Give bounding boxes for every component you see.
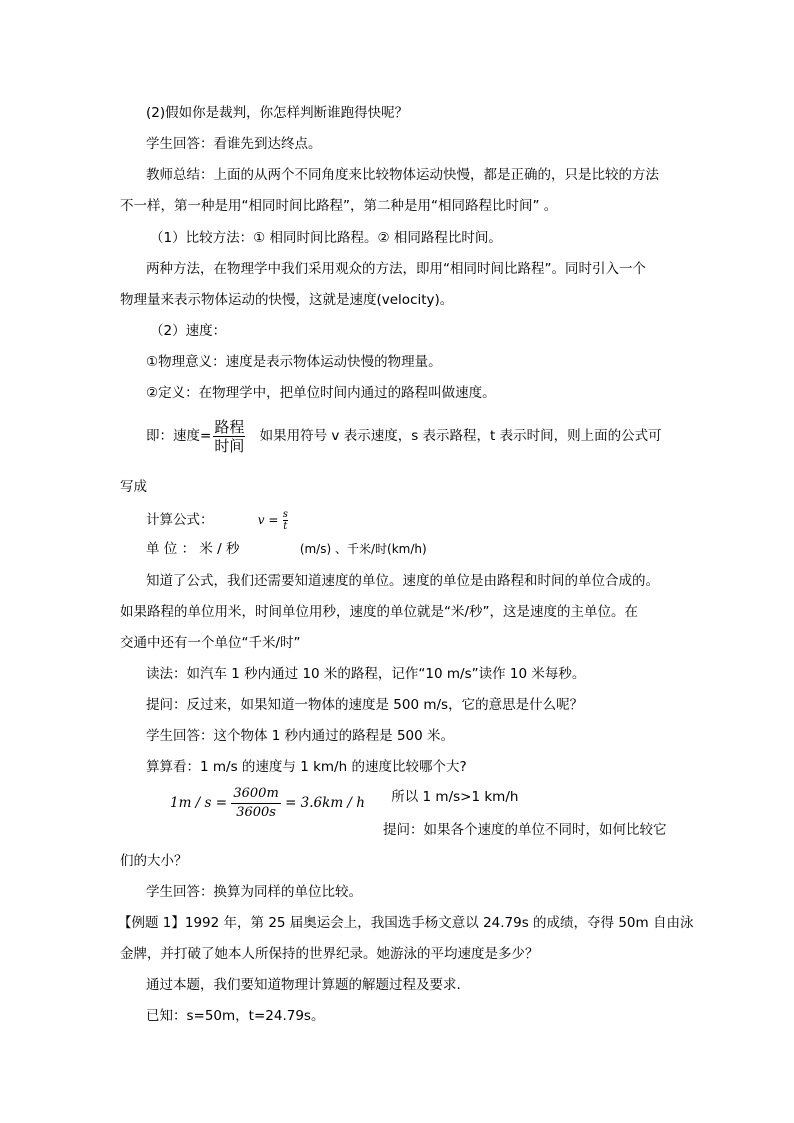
definition-line: ②定义：在物理学中，把单位时间内通过的路程叫做速度。 [146,385,496,401]
method-text-cont: 物理量来表示物体运动的快慢，这就是速度(velocity)。 [120,292,454,308]
calculate-line: 算算看：1 m/s 的速度与 1 km/h 的速度比较哪个大? [146,759,467,775]
unit-symbols: (m/s) 、千米/时(km/h) [299,542,427,556]
symbol-denominator: t [283,520,288,532]
unit-paragraph-cont: 如果路程的单位用米，时间单位用秒，速度的单位就是“米/秒”，这是速度的主单位。在 [120,604,639,620]
symbol-fraction [283,509,288,532]
reading-line: 读法：如汽车 1 秒内通过 10 米的路程，记作“10 m/s”读作 10 米每秒。 [146,666,586,682]
different-units-question: 提问：如果各个速度的单位不同时，如何比较它 [383,822,667,838]
known-values-line: 已知：s=50m，t=24.79s。 [146,1008,325,1024]
physical-meaning-line: ①物理意义：速度是表示物体运动快慢的物理量。 [146,354,442,370]
question-line: (2)假如你是裁判，你怎样判断谁跑得快呢？ [146,105,409,121]
calc-formula-label: 计算公式： [146,512,214,528]
example-1-cont: 金牌，并打破了她本人所保持的世界纪录。她游泳的平均速度是多少？ [120,946,539,962]
compare-method-line: （1）比较方法：① 相同时间比路程。② 相同路程比时间。 [150,230,502,246]
conversion-numerator: 3600m [231,785,280,804]
word-fraction [213,418,245,455]
problem-process-line: 通过本题，我们要知道物理计算题的解题过程及要求. [146,977,461,993]
speed-heading: （2）速度： [150,323,227,339]
calc-formula-line [146,507,288,533]
conversion-rhs: = 3.6km / h [285,795,365,811]
method-text-line: 两种方法，在物理学中我们采用观众的方法，即用“相同时间比路程”。同时引入一个 [146,261,646,277]
answer-500-line: 学生回答：这个物体 1 秒内通过的路程是 500 米。 [146,728,455,744]
conversion-fraction [231,785,280,822]
formula-v: v = [257,513,279,527]
unit-primary: 单 位 ： 米 / 秒 [146,541,240,557]
formula-word-line [146,414,662,458]
teacher-summary-cont: 不一样，第一种是用“相同时间比路程”，第二种是用“相同路程比时间” 。 [120,198,558,214]
conversion-conclusion: 所以 1 m/s>1 km/h [391,789,519,805]
example-1-line: 【例题 1】1992 年，第 25 届奥运会上，我国选手杨文意以 24.79s 的成绩，夺得 50m 自由泳 [118,915,694,931]
write-as-line: 写成 [120,479,147,495]
fraction-denominator: 时间 [214,436,245,455]
conversion-lhs: 1m / s = [170,795,228,811]
unit-line [146,539,427,559]
conversion-line [170,783,518,823]
convert-answer-line: 学生回答：换算为同样的单位比较。 [146,884,362,900]
formula-explanation: 如果用符号 v 表示速度，s 表示路程，t 表示时间，则上面的公式可 [259,428,662,444]
different-units-cont: 们的大小？ [120,853,188,869]
unit-paragraph-line: 知道了公式，我们还需要知道速度的单位。速度的单位是由路程和时间的单位合成的。 [146,573,659,589]
teacher-summary-line: 教师总结：上面的从两个不同角度来比较物体运动快慢，都是正确的，只是比较的方法 [146,167,659,183]
conversion-denominator: 3600s [236,804,276,820]
unit-paragraph-end: 交通中还有一个单位“千米/时” [120,635,301,651]
question-500-line: 提问：反过来，如果知道一物体的速度是 500 m/s，它的意思是什么呢？ [146,697,584,713]
fraction-numerator: 路程 [214,417,245,436]
student-answer-line: 学生回答：看谁先到达终点。 [146,136,322,152]
symbol-numerator: s [282,508,288,520]
formula-prefix: 即：速度= [146,428,212,444]
